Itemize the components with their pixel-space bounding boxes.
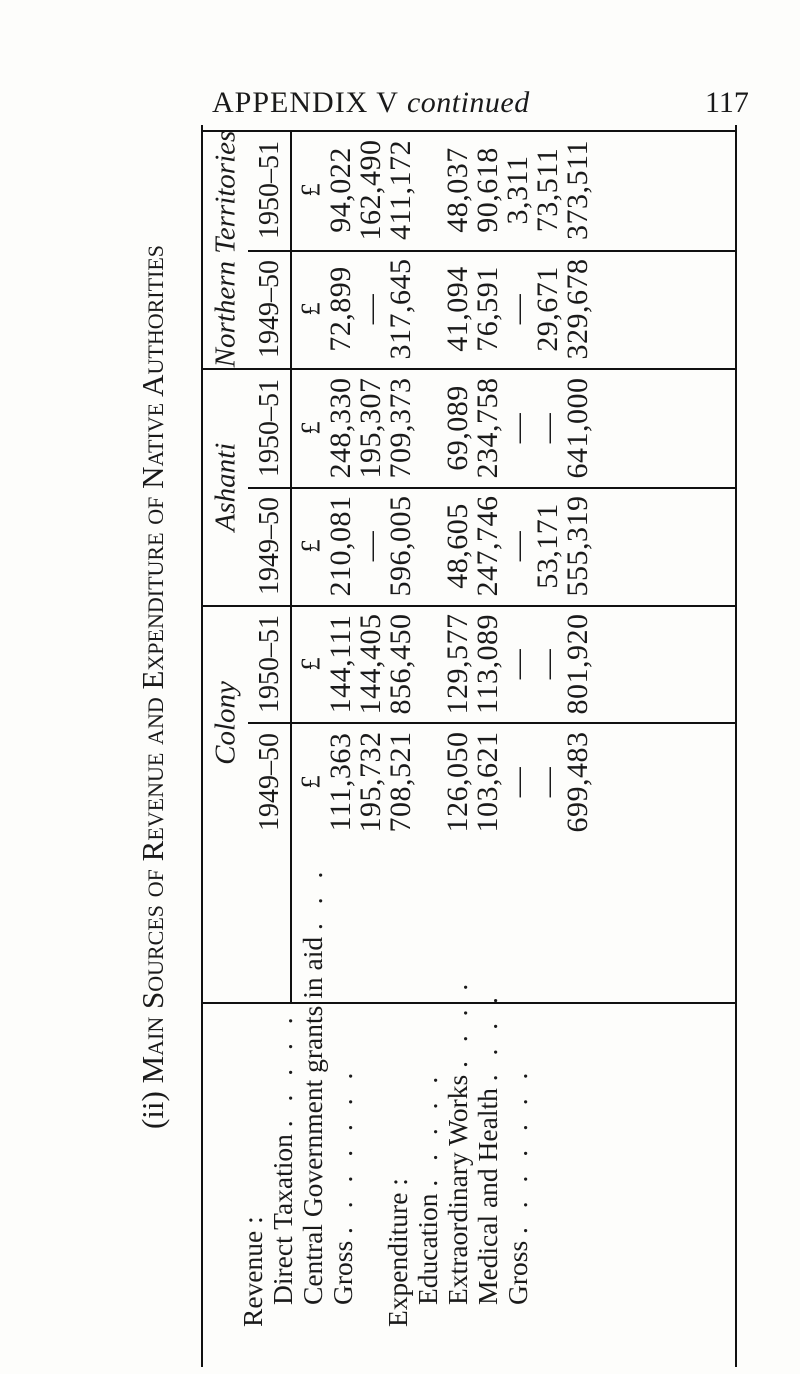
appendix-title: APPENDIX V — [212, 86, 399, 119]
ashanti-1950-other: — — [531, 412, 564, 444]
colony-1950-medical-health: — — [501, 648, 534, 680]
year-divider-colony — [248, 722, 736, 724]
ashanti-1949-education: 48,605 — [441, 503, 474, 589]
colony-1949-extraordinary-works: 103,621 — [471, 731, 504, 833]
year-nt-1949-50: 1949–50 — [254, 260, 285, 358]
ashanti-1949-medical-health: — — [501, 530, 534, 562]
row-labels — [238, 866, 533, 1327]
ashanti-1949-gross-revenue: 596,005 — [384, 495, 417, 597]
nt-1949-education: 41,094 — [441, 266, 474, 352]
table-top-rule — [201, 130, 736, 132]
label-extraordinary-works: Extraordinary Works — [442, 1074, 473, 1305]
currency-symbol: £ — [295, 421, 326, 435]
leader-dots: . . . — [297, 865, 328, 931]
row-label-medical-health — [473, 866, 503, 1327]
colony-1949-grants: 195,732 — [354, 731, 387, 833]
currency-symbol: £ — [295, 539, 326, 553]
year-divider-nt — [248, 250, 736, 252]
group-heading-colony: Colony — [209, 681, 242, 765]
leader-dots: . . . . — [442, 977, 473, 1068]
ashanti-1950-education: 69,089 — [441, 385, 474, 471]
row-label-grants — [298, 866, 328, 1327]
colony-1950-gross-expenditure: 801,920 — [561, 613, 594, 715]
nt-1949-grants: — — [354, 293, 387, 325]
nt-1950-education: 48,037 — [441, 147, 474, 233]
colony-1950-grants: 144,405 — [354, 613, 387, 715]
year-ashanti-1950-51: 1950–51 — [254, 379, 285, 477]
colony-1949-education: 126,050 — [441, 731, 474, 833]
leader-dots: . . . . . . . — [502, 1066, 533, 1234]
revenue-heading: Revenue : — [237, 1216, 268, 1327]
running-header — [212, 86, 530, 120]
colony-1950-extraordinary-works: 113,089 — [471, 614, 504, 714]
label-grants: Central Government grants in aid — [297, 936, 328, 1305]
nt-1950-direct-taxation: 94,022 — [324, 147, 357, 233]
ashanti-1950-medical-health: — — [501, 412, 534, 444]
nt-1949-other: 29,671 — [531, 266, 564, 352]
table-left-rule — [201, 125, 203, 1367]
nt-1949-gross-expenditure: 329,678 — [561, 258, 594, 360]
year-colony-1949-50: 1949–50 — [254, 733, 285, 831]
ashanti-1949-extraordinary-works: 247,746 — [471, 495, 504, 597]
label-spacer — [358, 866, 383, 1327]
colony-1949-gross-expenditure: 699,483 — [561, 731, 594, 833]
table-right-rule — [735, 125, 737, 1367]
ashanti-1949-gross-expenditure: 555,319 — [561, 495, 594, 597]
colony-1949-gross-revenue: 708,521 — [384, 731, 417, 833]
year-colony-1950-51: 1950–51 — [254, 615, 285, 713]
group-heading-ashanti: Ashanti — [209, 442, 242, 532]
table-heading-prefix: (ii) — [135, 1083, 170, 1130]
nt-1950-extraordinary-works: 90,618 — [471, 147, 504, 233]
currency-symbol: £ — [295, 657, 326, 671]
nt-1950-grants: 162,490 — [354, 139, 387, 241]
row-label-gross-expenditure — [503, 866, 533, 1327]
ashanti-1949-grants: — — [354, 530, 387, 562]
continued-label: continued — [406, 86, 530, 119]
colony-1949-other: — — [531, 766, 564, 798]
ashanti-1949-direct-taxation: 210,081 — [324, 495, 357, 597]
ashanti-1950-gross-revenue: 709,373 — [384, 377, 417, 479]
group-divider-nt-ashanti — [201, 368, 736, 370]
year-divider-ashanti — [248, 487, 736, 489]
nt-1950-other: 73,511 — [531, 147, 564, 233]
ashanti-1950-direct-taxation: 248,330 — [324, 377, 357, 479]
nt-1950-medical-health: 3,311 — [501, 155, 534, 225]
colony-1949-medical-health: — — [501, 766, 534, 798]
colony-1950-gross-revenue: 856,450 — [384, 613, 417, 715]
year-ashanti-1949-50: 1949–50 — [254, 497, 285, 595]
page-number: 117 — [705, 86, 749, 119]
group-divider-ashanti-colony — [201, 605, 736, 607]
nt-1949-direct-taxation: 72,899 — [324, 266, 357, 352]
nt-1950-gross-revenue: 411,172 — [384, 140, 417, 240]
year-nt-1950-51: 1950–51 — [254, 141, 285, 239]
row-label-direct-taxation — [268, 866, 298, 1327]
colony-1950-direct-taxation: 144,111 — [324, 614, 357, 714]
ashanti-1950-extraordinary-works: 234,758 — [471, 377, 504, 479]
expenditure-heading: Expenditure : — [382, 1178, 413, 1327]
leader-dots: . . . . . . . — [327, 1066, 358, 1234]
table-heading-text: Main Sources of Revenue and Expenditure of Native Authorities — [135, 244, 170, 1084]
nt-1949-gross-revenue: 317,645 — [384, 258, 417, 360]
row-label-gross-revenue — [328, 866, 358, 1327]
ashanti-1950-gross-expenditure: 641,000 — [561, 377, 594, 479]
colony-1950-other: — — [531, 648, 564, 680]
ashanti-1949-other: 53,171 — [531, 503, 564, 589]
row-label-extraordinary-works — [443, 866, 473, 1327]
currency-symbol: £ — [295, 183, 326, 197]
label-education: Education — [412, 1193, 443, 1305]
leader-dots: . . . . . — [412, 1070, 443, 1187]
currency-symbol: £ — [295, 775, 326, 789]
row-label-education — [413, 866, 443, 1327]
currency-symbol: £ — [295, 302, 326, 316]
table-heading — [135, 87, 171, 1287]
leader-dots: . . . . — [472, 991, 503, 1082]
label-medical-health: Medical and Health — [472, 1088, 503, 1305]
label-gross-expenditure: Gross — [502, 1240, 533, 1305]
label-direct-taxation: Direct Taxation — [267, 1134, 298, 1305]
group-heading-northern-territories: Northern Territories — [209, 130, 242, 368]
colony-1949-direct-taxation: 111,363 — [324, 732, 357, 832]
nt-1949-medical-health: — — [501, 293, 534, 325]
leader-dots: . . . . . — [267, 1011, 298, 1128]
label-gross-revenue: Gross — [327, 1240, 358, 1305]
colony-1950-education: 129,577 — [441, 613, 474, 715]
ashanti-1950-grants: 195,307 — [354, 377, 387, 479]
nt-1950-gross-expenditure: 373,511 — [561, 140, 594, 240]
nt-1949-extraordinary-works: 76,591 — [471, 266, 504, 352]
